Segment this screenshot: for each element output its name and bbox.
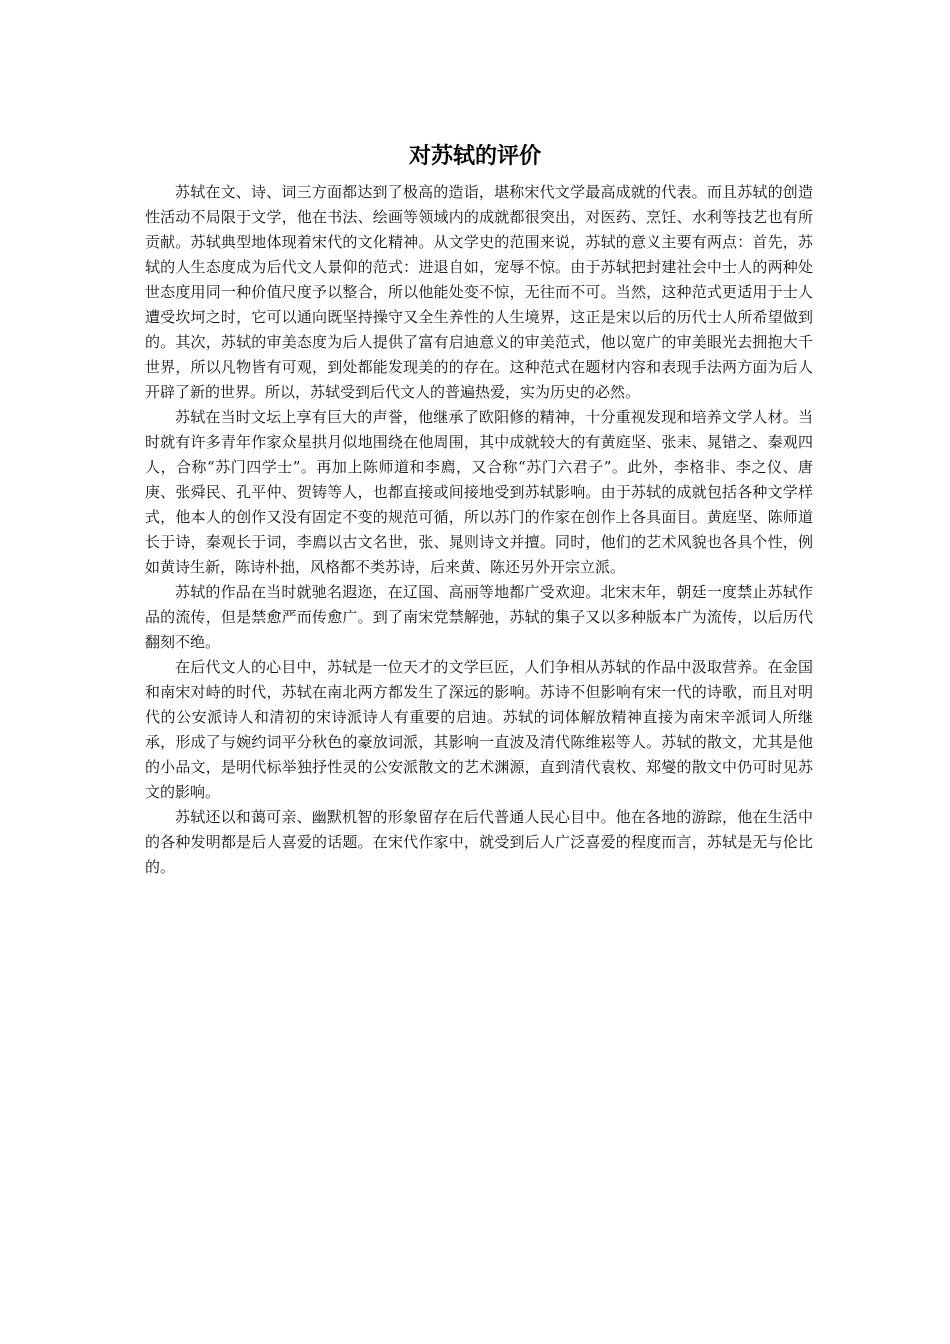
- document-title: 对苏轼的评价: [408, 143, 541, 169]
- paragraph-5: 苏轼还以和蔼可亲、幽默机智的形象留存在后代普通人民心目中。他在各地的游踪，他在生活中的各种发明都是后人喜爱的话题。在宋代作家中，就受到后人广泛喜爱的程度而言，苏轼是无与伦比的。: [145, 808, 813, 876]
- paragraph-4: 在后代文人的心目中，苏轼是一位天才的文学巨匠，人们争相从苏轼的作品中汲取营养。在金国和南宋对峙的时代，苏轼在南北两方都发生了深远的影响。苏诗不但影响有宋一代的诗歌，而且对明代的公安派诗人和清初的宋诗派诗人有重要的启迪。苏轼的词体解放精神直接为南宋辛派词人所继承，形成了与婉约词平分秋色的豪放词派，其影响一直波及清代陈维崧等人。苏轼的散文，尤其是他的小品文，是明代标举独抒性灵的公安派散文的艺术渊源，直到清代袁枚、郑燮的散文中仍可时见苏文的影响。: [145, 658, 813, 801]
- document-body: [145, 180, 813, 880]
- paragraph-2: 苏轼在当时文坛上享有巨大的声誉，他继承了欧阳修的精神，十分重视发现和培养文学人材。当时就有许多青年作家众星拱月似地围绕在他周围，其中成就较大的有黄庭坚、张耒、晁错之、秦观四人，合称“苏门四学士”。再加上陈师道和李廌，又合称“苏门六君子”。此外，李格非、李之仪、唐庚、张舜民、孔平仲、贺铸等人，也都直接或间接地受到苏轼影响。由于苏轼的成就包括各种文学样式，他本人的创作又没有固定不变的规范可循，所以苏门的作家在创作上各具面目。黄庭坚、陈师道长于诗，秦观长于词，李廌以古文名世，张、晁则诗文并擅。同时，他们的艺术风貌也各具个性，例如黄诗生新，陈诗朴拙，风格都不类苏诗，后来黄、陈还另外开宗立派。: [145, 408, 813, 576]
- paragraph-1: 苏轼在文、诗、词三方面都达到了极高的造诣，堪称宋代文学最高成就的代表。而且苏轼的创造性活动不局限于文学，他在书法、绘画等领域内的成就都很突出，对医药、烹饪、水利等技艺也有所贡献。苏轼典型地体现着宋代的文化精神。从文学史的范围来说，苏轼的意义主要有两点：首先，苏轼的人生态度成为后代文人景仰的范式：进退自如，宠辱不惊。由于苏轼把封建社会中士人的两种处世态度用同一种价值尺度予以整合，所以他能处变不惊，无往而不可。当然，这种范式更适用于士人遭受坎坷之时，它可以通向既坚持操守又全生养性的人生境界，这正是宋以后的历代士人所希望做到的。其次，苏轼的审美态度为后人提供了富有启迪意义的审美范式，他以宽广的审美眼光去拥抱大千世界，所以凡物皆有可观，到处都能发现美的的存在。这种范式在题材内容和表现手法两方面为后人开辟了新的世界。所以，苏轼受到后代文人的普遍热爱，实为历史的必然。: [145, 183, 813, 401]
- paragraph-3: 苏轼的作品在当时就驰名遐迩，在辽国、高丽等地都广受欢迎。北宋末年，朝廷一度禁止苏轼作品的流传，但是禁愈严而传愈广。到了南宋党禁解弛，苏轼的集子又以多种版本广为流传，以后历代翻刻不绝。: [145, 583, 813, 651]
